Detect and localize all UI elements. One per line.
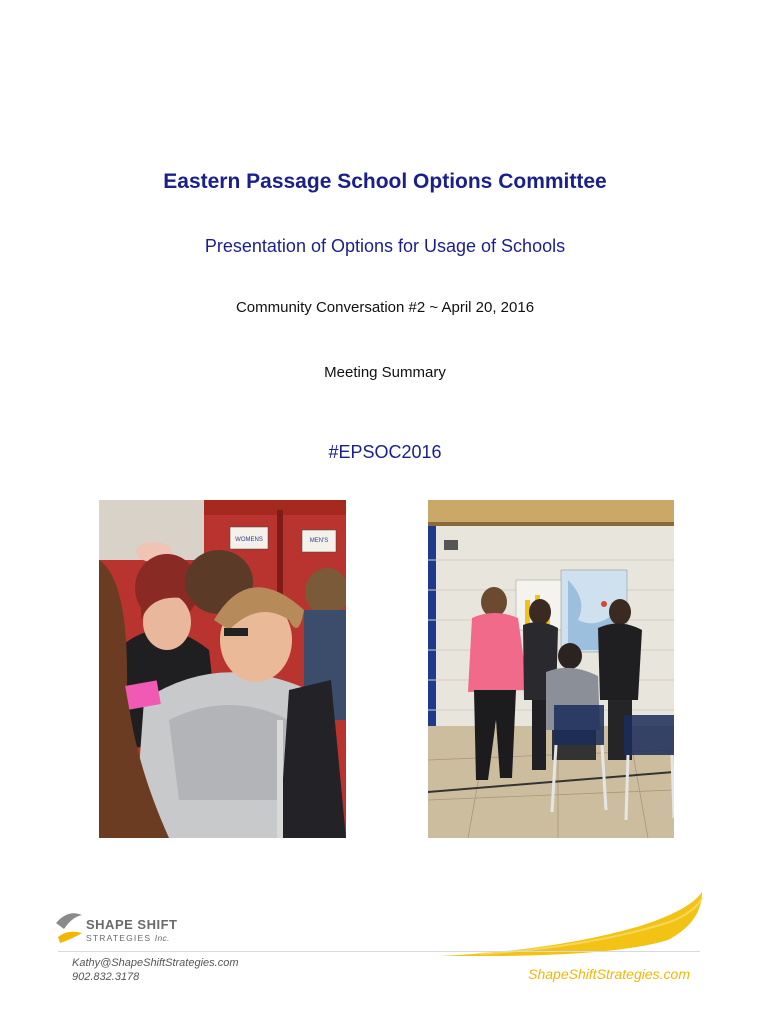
document-title: Eastern Passage School Options Committee [163,170,607,193]
sign-men: MEN'S [309,538,329,544]
meeting-summary-label: Meeting Summary [324,364,446,381]
meeting-date-line: Community Conversation #2 ~ April 20, 2016 [235,299,535,316]
hashtag: #EPSOC2016 [328,442,442,462]
logo-sub: STRATEGIES Inc. [86,933,170,943]
contact-phone: 902.832.3178 [72,971,140,983]
footer-divider [58,951,700,952]
map-viewing-photo [428,500,674,838]
contact-email[interactable]: Kathy@ShapeShiftStrategies.com [72,957,239,969]
website-link[interactable]: ShapeShiftStrategies.com [528,966,690,982]
yellow-swoosh [440,892,710,956]
audience-photo [99,500,346,838]
logo-name: SHAPE SHIFT [86,917,178,932]
sign-women: WOMENS [235,537,263,543]
document-subtitle: Presentation of Options for Usage of Schools [204,236,566,256]
